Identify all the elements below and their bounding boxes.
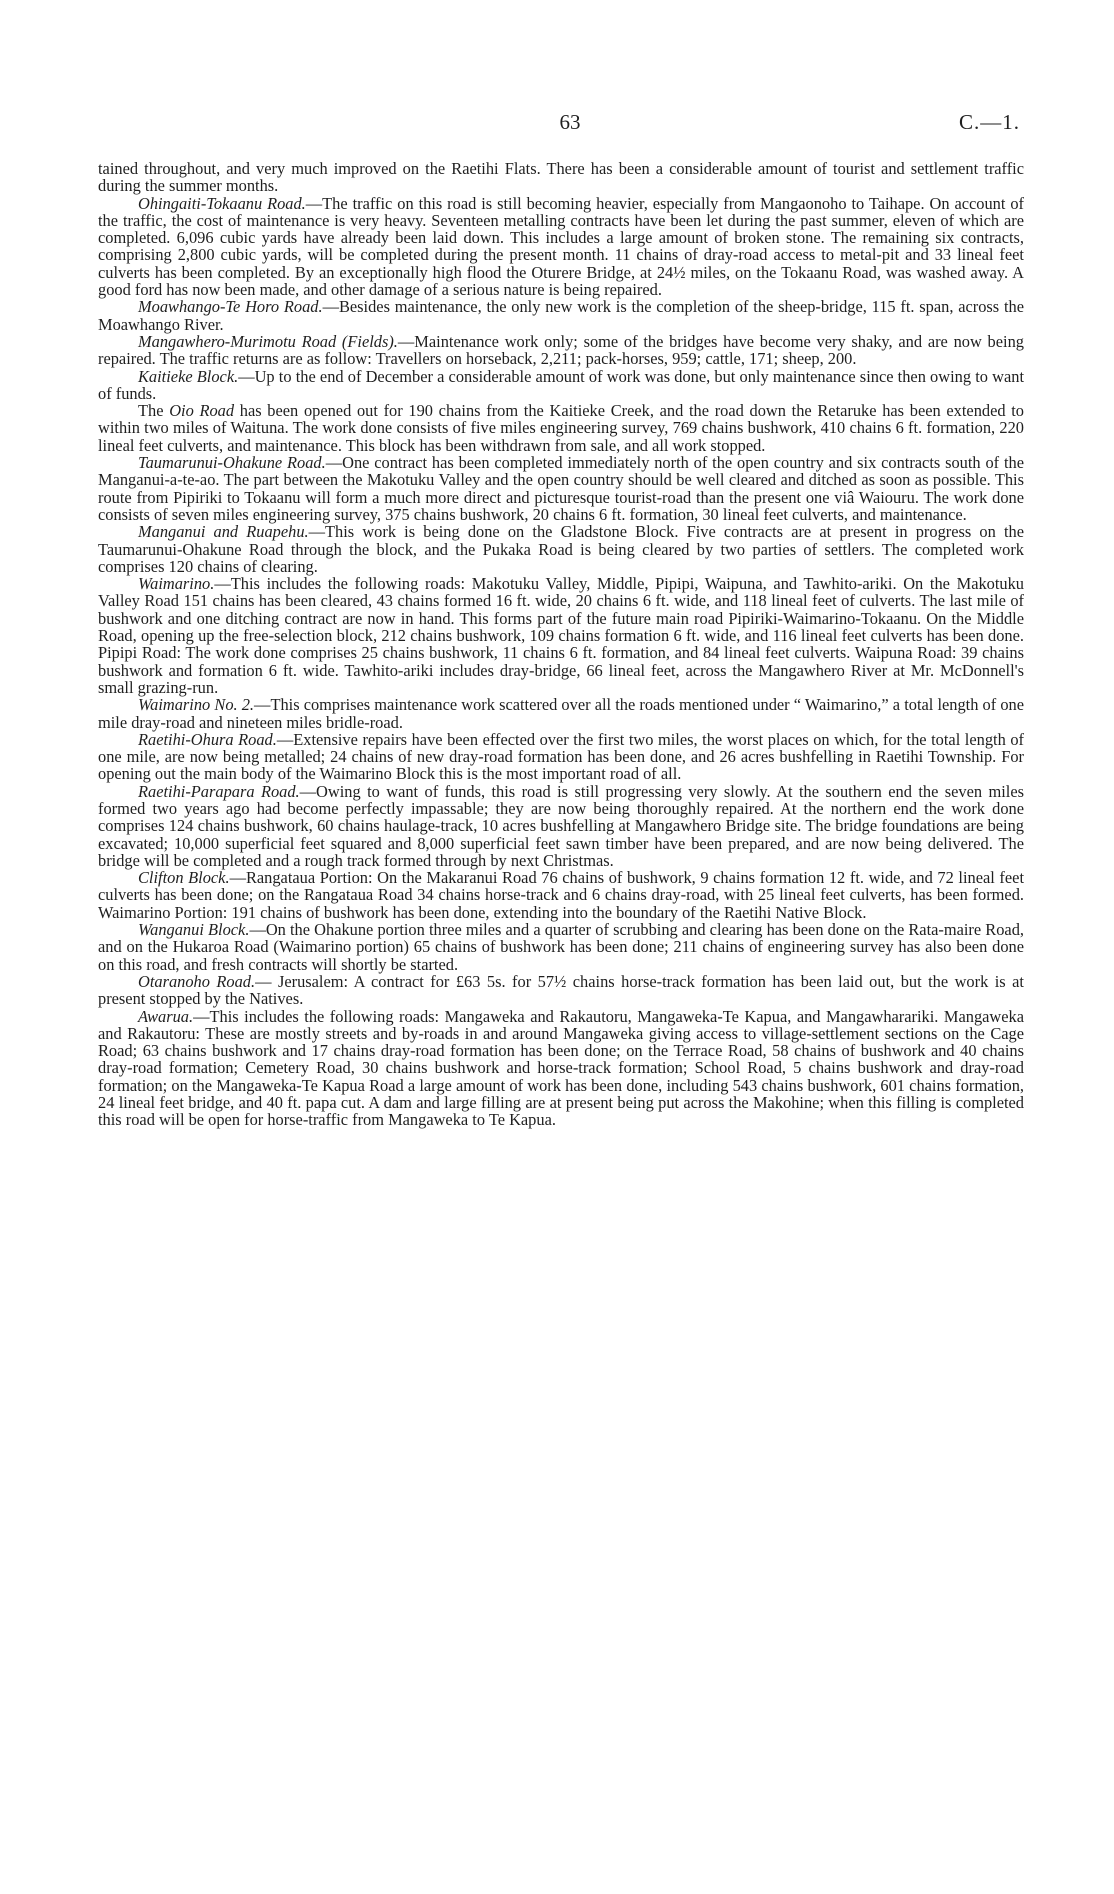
paragraph-clifton-block: Clifton Block.—Rangataua Portion: On the Makaranui Road 76 chains of bushwork, 9 chains formation 12 ft. wide, and 72 lineal feet culverts has been done; on the Rangataua Road 34 chains horse-track and 6 chains dray-road, with 25 lineal feet culverts, has been formed. Waimarino Portion: 191 chains of bushwork has been done, extending into the boundary of the Raetihi Native Block.	[98, 868, 1024, 922]
section-title: Waimarino No. 2.	[138, 695, 255, 715]
paragraph-oio-road: The Oio Road has been opened out for 190 chains from the Kaitieke Creek, and the road down the Retaruke has been extended to within two miles of Waituna. The work done consists of five miles engineering survey, 769 chains bushwork, 410 chains 6 ft. formation, 220 lineal feet culverts, and maintenance. This block has been withdrawn from sale, and all work stopped.	[98, 401, 1024, 455]
paragraph-manganui-and-ruapehu: Manganui and Ruapehu.—This work is being done on the Gladstone Block. Five contracts are at present in progress on the Taumarunui-Ohakune Road through the block, and the Pukaka Road is being cleared by two parties of settlers. The completed work comprises 120 chains of clearing.	[98, 522, 1024, 576]
paragraph-raetihi-parapara-road: Raetihi-Parapara Road.—Owing to want of funds, this road is still progressing very slowly. At the southern end the seven miles formed two years ago had become perfectly impassable; they are now being thoroughly repaired. At the northern end the work done comprises 124 chains bushwork, 60 chains haulage-track, 10 acres bushfelling at Mangawhero Bridge site. The bridge foundations are being excavated; 10,000 superficial feet squared and 8,000 superficial feet sawn timber have been prepared, and are now being delivered. The bridge will be completed and a rough track formed through by next Christmas.	[98, 781, 1024, 870]
section-title: Awarua.	[138, 1006, 194, 1026]
section-title: Otaranoho Road.	[138, 971, 256, 991]
paragraph-waimarino-no-2: Waimarino No. 2.—This comprises maintenance work scattered over all the roads mentioned under “ Waimarino,” a total length of one mile dray-road and nineteen miles bridle-road.	[98, 695, 1025, 732]
section-title: Ohingaiti-Tokaanu Road.	[138, 193, 306, 213]
section-title: Manganui and Ruapehu.	[138, 522, 309, 542]
section-title: Wanganui Block.	[138, 920, 250, 940]
section-title: Raetihi-Parapara Road.	[138, 781, 300, 801]
section-title: Waimarino.	[138, 574, 215, 594]
section-title: Kaitieke Block.	[138, 366, 239, 386]
section-title: Taumarunui-Ohakune Road.	[138, 453, 326, 473]
paragraph-taumarunui-ohakune-road: Taumarunui-Ohakune Road.—One contract has been completed immediately north of the open country and six contracts south of the Manganui-a-te-ao. The part between the Makotuku Valley and the open country should be well cleared and ditched as soon as possible. This route from Pipiriki to Tokaanu will form a much more direct and picturesque tourist-road than the present one viâ Waiouru. The work done consists of seven miles engineering survey, 375 chains bushwork, 20 chains 6 ft. formation, 30 lineal feet culverts, and maintenance.	[98, 453, 1024, 524]
document-code: C.—1.	[958, 110, 1020, 134]
paragraph-otaranoho-road: Otaranoho Road.— Jerusalem: A contract for £63 5s. for 57½ chains horse-track formation has been laid out, but the work is at present stopped by the Natives.	[98, 971, 1024, 1009]
section-title: Oio Road	[169, 401, 235, 421]
paragraph-moawhango-te-horo-road: Moawhango-Te Horo Road.—Besides maintenance, the only new work is the completion of the sheep-bridge, 115 ft. span, across the Moawhango River.	[98, 297, 1024, 334]
section-title: Raetihi-Ohura Road.	[138, 729, 277, 749]
paragraph-waimarino: Waimarino.—This includes the following roads: Makotuku Valley, Middle, Pipipi, Waipuna, and Tawhito-ariki. On the Makotuku Valley Road 151 chains has been cleared, 43 chains formed 16 ft. wide, 20 chains 6 ft. wide, and 118 lineal feet of culverts. The last mile of bushwork and one ditching contract are now in hand. This forms part of the future main road Pipiriki-Waimarino-Tokaanu. On the Middle Road, opening up the free-selection block, 212 chains bushwork, 109 chains formation 6 ft. wide, and 116 lineal feet culverts has been done. Pipipi Road: The work done comprises 25 chains bushwork, 11 chains 6 ft. formation, and 84 lineal feet culverts. Waipuna Road: 39 chains bushwork and formation 6 ft. wide. Tawhito-ariki includes dray-bridge, 66 lineal feet, across the Mangawhero River at Mr. McDonnell's small grazing-run.	[98, 574, 1024, 697]
section-title: Mangawhero-Murimotu Road (Fields).	[138, 331, 398, 351]
page-number: 63	[559, 110, 581, 134]
section-title: Clifton Block.	[138, 868, 230, 888]
paragraph-mangawhero-murimotu-road: Mangawhero-Murimotu Road (Fields).—Maintenance work only; some of the bridges have become very shaky, and are now being repaired. The traffic returns are as follow: Travellers on horseback, 2,211; pack-horses, 959; cattle, 171; sheep, 200.	[98, 331, 1024, 369]
paragraph-raetihi-ohura-road: Raetihi-Ohura Road.—Extensive repairs have been effected over the first two miles, the worst places on which, for the total length of one mile, are now being metalled; 24 chains of new dray-road formation has been done, and 26 acres bushfelling in Raetihi Township. For opening out the main body of the Waimarino Block this is the most important road of all.	[98, 729, 1024, 784]
report-body	[98, 160, 1024, 1129]
paragraph-kaitieke-block: Kaitieke Block.—Up to the end of December a considerable amount of work was done, but only maintenance since then owing to want of funds.	[98, 366, 1024, 403]
paragraph-ohingaiti-tokaanu-road: Ohingaiti-Tokaanu Road.—The traffic on this road is still becoming heavier, especially from Mangaonoho to Taihape. On account of the traffic, the cost of maintenance is very heavy. Seventeen metalling contracts have been let during the past summer, eleven of which are completed. 6,096 cubic yards have already been laid down. This includes a large amount of broken stone. The remaining six contracts, comprising 2,800 cubic yards, will be completed during the present month. 11 chains of dray-road access to metal-pit and 33 lineal feet culverts has been completed. By an exceptionally high flood the Oturere Bridge, at 24½ miles, on the Tokaanu Road, was washed away. A good ford has now been made, and other damage of a serious nature is being repaired.	[98, 193, 1024, 300]
paragraph-wanganui-block: Wanganui Block.—On the Ohakune portion three miles and a quarter of scrubbing and clearing has been done on the Rata-maire Road, and on the Hukaroa Road (Waimarino portion) 65 chains of bushwork has been done; 211 chains of engineering survey has also been done on this road, and fresh contracts will shortly be started.	[98, 920, 1024, 974]
section-title: Moawhango-Te Horo Road.	[138, 297, 323, 317]
paragraph-awarua: Awarua.—This includes the following roads: Mangaweka and Rakautoru, Mangaweka-Te Kapua, and Mangawharariki. Mangaweka and Rakautoru: These are mostly streets and by-roads in and around Mangaweka giving access to village-settlement sections on the Cage Road; 63 chains bushwork and 17 chains dray-road formation has been done; on the Terrace Road, 58 chains of bushwork and 40 chains dray-road formation; Cemetery Road, 30 chains bushwork and horse-track formation; School Road, 5 chains bushwork and dray-road formation; on the Mangaweka-Te Kapua Road a large amount of work has been done, including 543 chains bushwork, 601 chains formation, 24 lineal feet bridge, and 40 ft. papa cut. A dam and large filling are at present being put across the Makohine; when this filling is completed this road will be open for horse-traffic from Mangaweka to Te Kapua.	[98, 1006, 1024, 1130]
paragraph-continuation: tained throughout, and very much improved on the Raetihi Flats. There has been a considerable amount of tourist and settlement traffic during the summer months.	[98, 159, 1024, 196]
